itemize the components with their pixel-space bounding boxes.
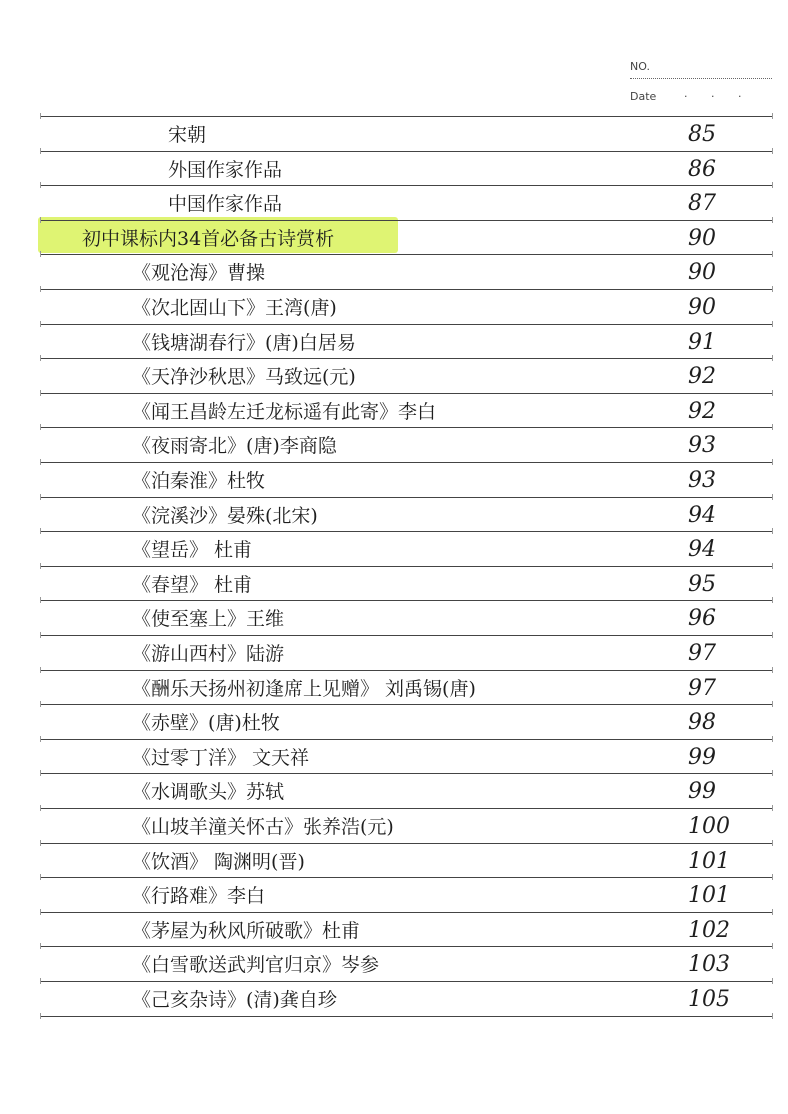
margin-tick <box>40 1013 41 1019</box>
margin-tick <box>40 494 41 500</box>
margin-tick <box>772 563 773 569</box>
toc-entry-title: 《饮酒》 陶渊明(晋) <box>132 851 305 873</box>
margin-tick <box>40 390 41 396</box>
toc-entry-title: 《水调歌头》苏轼 <box>132 781 285 803</box>
toc-entry-title: 初中课标内34首必备古诗赏析 <box>82 228 335 250</box>
ruled-line <box>40 116 772 117</box>
margin-tick <box>772 251 773 257</box>
margin-tick <box>40 182 41 188</box>
toc-entry-page-number: 97 <box>688 676 716 701</box>
margin-tick <box>40 148 41 154</box>
toc-entry-page-number: 93 <box>688 433 716 458</box>
toc-entry-title: 《观沧海》曹操 <box>132 262 266 284</box>
margin-tick <box>40 459 41 465</box>
date-label: Date <box>630 90 657 103</box>
margin-tick <box>40 701 41 707</box>
margin-tick <box>772 909 773 915</box>
toc-entry-page-number: 100 <box>688 814 730 839</box>
margin-tick <box>40 632 41 638</box>
margin-tick <box>772 286 773 292</box>
margin-tick <box>772 217 773 223</box>
toc-entry-title: 《白雪歌送武判官归京》岑参 <box>132 954 380 976</box>
toc-entry-page-number: 95 <box>688 572 716 597</box>
toc-entry-title: 《钱塘湖春行》(唐)白居易 <box>132 332 356 354</box>
toc-entry-title: 《望岳》 杜甫 <box>132 539 253 561</box>
number-label: NO. <box>630 60 650 73</box>
toc-entry-page-number: 91 <box>688 330 716 355</box>
toc-entry-page-number: 101 <box>688 849 730 874</box>
margin-tick <box>40 355 41 361</box>
toc-entry-page-number: 87 <box>688 191 716 216</box>
toc-entry-page-number: 105 <box>688 987 730 1012</box>
toc-entry-title: 《茅屋为秋风所破歌》杜甫 <box>132 920 361 942</box>
toc-entry-page-number: 99 <box>688 745 716 770</box>
toc-entry-page-number: 92 <box>688 399 716 424</box>
toc-entry-page-number: 101 <box>688 883 730 908</box>
margin-tick <box>40 321 41 327</box>
margin-tick <box>40 597 41 603</box>
toc-entry-title: 《过零丁洋》 文天祥 <box>132 747 310 769</box>
toc-entry-title: 中国作家作品 <box>168 193 283 215</box>
margin-tick <box>772 424 773 430</box>
margin-tick <box>772 494 773 500</box>
margin-tick <box>40 113 41 119</box>
margin-tick <box>772 978 773 984</box>
margin-tick <box>772 874 773 880</box>
margin-tick <box>772 113 773 119</box>
margin-tick <box>772 805 773 811</box>
toc-entry-page-number: 90 <box>688 226 716 251</box>
toc-entry-title: 《酬乐天扬州初逢席上见赠》 刘禹锡(唐) <box>132 678 476 700</box>
toc-entry-page-number: 97 <box>688 641 716 666</box>
margin-tick <box>40 251 41 257</box>
toc-entry-title: 《赤壁》(唐)杜牧 <box>132 712 280 734</box>
toc-entry-page-number: 103 <box>688 952 730 977</box>
margin-tick <box>40 909 41 915</box>
toc-entry-page-number: 92 <box>688 364 716 389</box>
toc-entry-page-number: 98 <box>688 710 716 735</box>
margin-tick <box>772 840 773 846</box>
margin-tick <box>772 736 773 742</box>
toc-entry-page-number: 96 <box>688 606 716 631</box>
toc-entry-title: 《己亥杂诗》(清)龚自珍 <box>132 989 337 1011</box>
margin-tick <box>772 355 773 361</box>
margin-tick <box>40 563 41 569</box>
margin-tick <box>40 667 41 673</box>
toc-entry-title: 《游山西村》陆游 <box>132 643 285 665</box>
toc-entry-title: 《使至塞上》王维 <box>132 608 285 630</box>
toc-entry-title: 《春望》 杜甫 <box>132 574 253 596</box>
toc-entry-page-number: 94 <box>688 537 716 562</box>
margin-tick <box>40 978 41 984</box>
toc-entry-title: 《天净沙秋思》马致远(元) <box>132 366 356 388</box>
margin-tick <box>40 770 41 776</box>
margin-tick <box>772 632 773 638</box>
margin-tick <box>40 943 41 949</box>
date-dots: · · · <box>684 90 752 103</box>
toc-entry-title: 《行路难》李白 <box>132 885 266 907</box>
margin-tick <box>772 597 773 603</box>
margin-tick <box>40 286 41 292</box>
toc-entry-title: 宋朝 <box>168 124 207 146</box>
margin-tick <box>772 1013 773 1019</box>
toc-entry-title: 外国作家作品 <box>168 159 283 181</box>
toc-entry-page-number: 90 <box>688 260 716 285</box>
number-dotted-line <box>630 78 772 79</box>
toc-entry-page-number: 99 <box>688 779 716 804</box>
toc-entry-page-number: 102 <box>688 918 730 943</box>
margin-tick <box>772 390 773 396</box>
margin-tick <box>772 459 773 465</box>
ruled-line <box>40 151 772 152</box>
margin-tick <box>772 701 773 707</box>
margin-tick <box>772 667 773 673</box>
margin-tick <box>772 148 773 154</box>
margin-tick <box>772 182 773 188</box>
margin-tick <box>40 736 41 742</box>
toc-entry-page-number: 93 <box>688 468 716 493</box>
toc-entry-title: 《浣溪沙》晏殊(北宋) <box>132 505 318 527</box>
toc-entry-title: 《闻王昌龄左迁龙标遥有此寄》李白 <box>132 401 437 423</box>
margin-tick <box>772 321 773 327</box>
toc-entry-title: 《山坡羊潼关怀古》张养浩(元) <box>132 816 394 838</box>
margin-tick <box>772 528 773 534</box>
margin-tick <box>40 424 41 430</box>
margin-tick <box>40 805 41 811</box>
margin-tick <box>40 840 41 846</box>
margin-tick <box>772 943 773 949</box>
toc-entry-title: 《泊秦淮》杜牧 <box>132 470 266 492</box>
toc-entry-page-number: 94 <box>688 503 716 528</box>
ruled-line <box>40 185 772 186</box>
ruled-line <box>40 220 772 221</box>
margin-tick <box>40 217 41 223</box>
toc-entry-page-number: 86 <box>688 157 716 182</box>
margin-tick <box>772 770 773 776</box>
toc-entry-title: 《次北固山下》王湾(唐) <box>132 297 337 319</box>
margin-tick <box>40 528 41 534</box>
toc-entry-page-number: 90 <box>688 295 716 320</box>
margin-tick <box>40 874 41 880</box>
toc-entry-page-number: 85 <box>688 122 716 147</box>
toc-entry-title: 《夜雨寄北》(唐)李商隐 <box>132 435 337 457</box>
